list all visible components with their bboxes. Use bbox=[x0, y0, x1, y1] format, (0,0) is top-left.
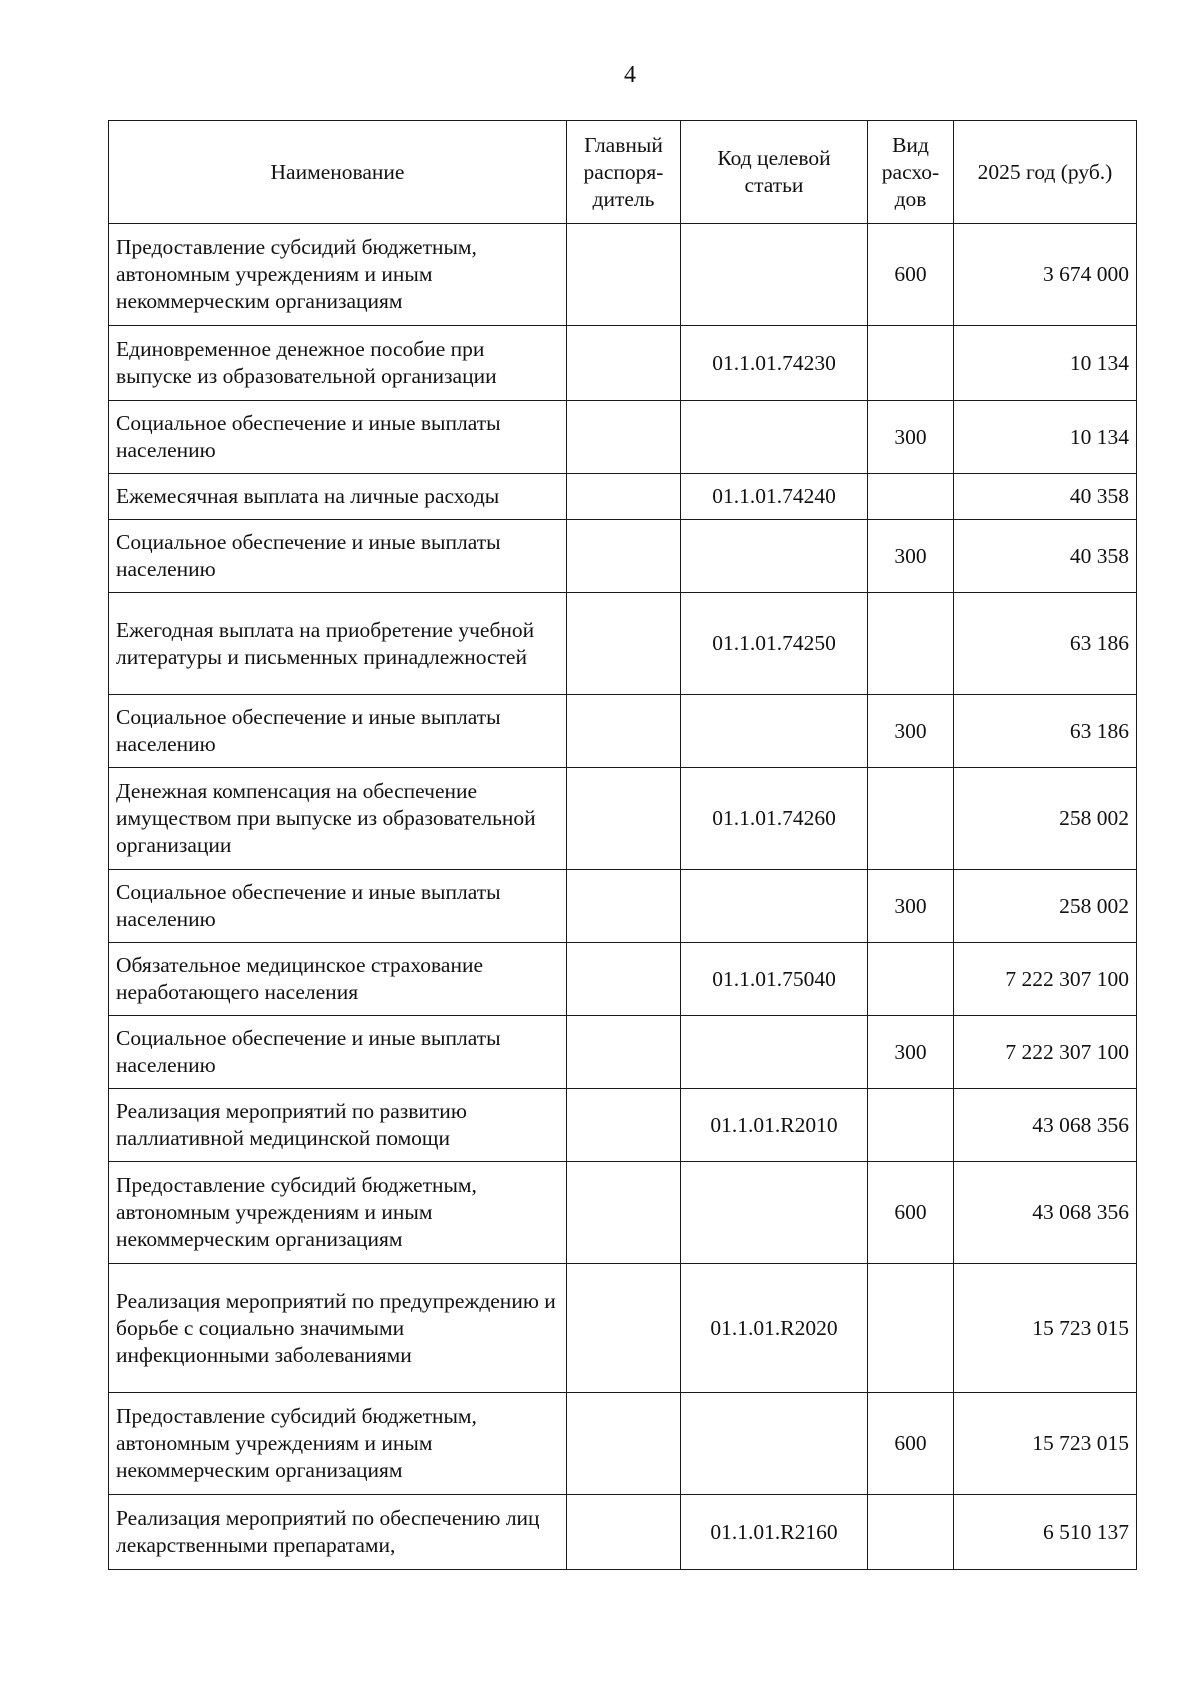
table-row bbox=[109, 520, 1137, 593]
row-amount: 258 002 bbox=[954, 768, 1137, 870]
table-row bbox=[109, 695, 1137, 768]
row-type bbox=[868, 768, 954, 870]
header-type: Вид расхо-дов bbox=[868, 121, 954, 224]
row-code bbox=[681, 1016, 868, 1089]
table-row bbox=[109, 1016, 1137, 1089]
row-manager bbox=[567, 1089, 681, 1162]
row-code bbox=[681, 224, 868, 326]
header-code: Код целевой статьи bbox=[681, 121, 868, 224]
row-code bbox=[681, 520, 868, 593]
row-manager bbox=[567, 1264, 681, 1393]
table-row bbox=[109, 224, 1137, 326]
table-row bbox=[109, 1162, 1137, 1264]
row-name: Реализация мероприятий по развитию паллиативной медицинской помощи bbox=[109, 1089, 567, 1162]
row-type bbox=[868, 1264, 954, 1393]
table-row bbox=[109, 943, 1137, 1016]
row-name: Реализация мероприятий по обеспечению лиц лекарственными препаратами, bbox=[109, 1495, 567, 1570]
row-manager bbox=[567, 326, 681, 401]
table-row bbox=[109, 870, 1137, 943]
row-type bbox=[868, 943, 954, 1016]
row-name: Ежемесячная выплата на личные расходы bbox=[109, 474, 567, 520]
row-name: Денежная компенсация на обеспечение имуществом при выпуске из образовательной организации bbox=[109, 768, 567, 870]
row-type: 300 bbox=[868, 401, 954, 474]
row-amount: 258 002 bbox=[954, 870, 1137, 943]
row-amount: 15 723 015 bbox=[954, 1264, 1137, 1393]
table-row bbox=[109, 1495, 1137, 1570]
page-number: 4 bbox=[624, 62, 636, 88]
row-name: Обязательное медицинское страхование неработающего населения bbox=[109, 943, 567, 1016]
row-name: Реализация мероприятий по предупреждению и борьбе с социально значимыми инфекционными заболеваниями bbox=[109, 1264, 567, 1393]
row-amount: 63 186 bbox=[954, 593, 1137, 695]
header-row bbox=[109, 121, 1137, 224]
row-name: Предоставление субсидий бюджетным, автономным учреждениям и иным некоммерческим организациям bbox=[109, 1162, 567, 1264]
row-manager bbox=[567, 768, 681, 870]
row-type: 600 bbox=[868, 224, 954, 326]
row-code: 01.1.01.74240 bbox=[681, 474, 868, 520]
row-type: 300 bbox=[868, 870, 954, 943]
row-type bbox=[868, 326, 954, 401]
row-name: Предоставление субсидий бюджетным, автономным учреждениям и иным некоммерческим организациям bbox=[109, 224, 567, 326]
row-code bbox=[681, 401, 868, 474]
row-amount: 10 134 bbox=[954, 401, 1137, 474]
row-name: Социальное обеспечение и иные выплаты населению bbox=[109, 401, 567, 474]
row-amount: 43 068 356 bbox=[954, 1162, 1137, 1264]
row-type: 300 bbox=[868, 1016, 954, 1089]
row-manager bbox=[567, 1495, 681, 1570]
row-manager bbox=[567, 401, 681, 474]
row-code: 01.1.01.R2020 bbox=[681, 1264, 868, 1393]
row-name: Предоставление субсидий бюджетным, автономным учреждениям и иным некоммерческим организациям bbox=[109, 1393, 567, 1495]
table-row bbox=[109, 326, 1137, 401]
header-manager: Главный распоря-дитель bbox=[567, 121, 681, 224]
row-amount: 40 358 bbox=[954, 520, 1137, 593]
row-code bbox=[681, 695, 868, 768]
row-code bbox=[681, 1162, 868, 1264]
row-code: 01.1.01.75040 bbox=[681, 943, 868, 1016]
row-manager bbox=[567, 520, 681, 593]
table-row bbox=[109, 1089, 1137, 1162]
table-row bbox=[109, 401, 1137, 474]
row-amount: 6 510 137 bbox=[954, 1495, 1137, 1570]
row-manager bbox=[567, 943, 681, 1016]
row-manager bbox=[567, 224, 681, 326]
row-amount: 15 723 015 bbox=[954, 1393, 1137, 1495]
row-type: 300 bbox=[868, 520, 954, 593]
row-type bbox=[868, 1089, 954, 1162]
row-manager bbox=[567, 1162, 681, 1264]
row-name: Единовременное денежное пособие при выпуске из образовательной организации bbox=[109, 326, 567, 401]
row-name: Ежегодная выплата на приобретение учебной литературы и письменных принадлежностей bbox=[109, 593, 567, 695]
row-amount: 7 222 307 100 bbox=[954, 943, 1137, 1016]
row-type: 600 bbox=[868, 1393, 954, 1495]
row-code: 01.1.01.R2160 bbox=[681, 1495, 868, 1570]
row-amount: 63 186 bbox=[954, 695, 1137, 768]
row-code: 01.1.01.74260 bbox=[681, 768, 868, 870]
row-amount: 40 358 bbox=[954, 474, 1137, 520]
row-name: Социальное обеспечение и иные выплаты населению bbox=[109, 520, 567, 593]
row-code bbox=[681, 870, 868, 943]
budget-table bbox=[108, 120, 1137, 1570]
table-row bbox=[109, 1264, 1137, 1393]
table-row bbox=[109, 593, 1137, 695]
row-type: 600 bbox=[868, 1162, 954, 1264]
row-code: 01.1.01.74250 bbox=[681, 593, 868, 695]
row-amount: 10 134 bbox=[954, 326, 1137, 401]
row-type bbox=[868, 1495, 954, 1570]
table-row bbox=[109, 474, 1137, 520]
row-type: 300 bbox=[868, 695, 954, 768]
row-name: Социальное обеспечение и иные выплаты населению bbox=[109, 870, 567, 943]
row-name: Социальное обеспечение и иные выплаты населению bbox=[109, 695, 567, 768]
row-type bbox=[868, 474, 954, 520]
row-manager bbox=[567, 1393, 681, 1495]
row-manager bbox=[567, 1016, 681, 1089]
row-amount: 3 674 000 bbox=[954, 224, 1137, 326]
row-code: 01.1.01.R2010 bbox=[681, 1089, 868, 1162]
row-type bbox=[868, 593, 954, 695]
row-manager bbox=[567, 593, 681, 695]
row-code bbox=[681, 1393, 868, 1495]
row-manager bbox=[567, 870, 681, 943]
row-name: Социальное обеспечение и иные выплаты населению bbox=[109, 1016, 567, 1089]
header-year: 2025 год (руб.) bbox=[954, 121, 1137, 224]
row-code: 01.1.01.74230 bbox=[681, 326, 868, 401]
row-manager bbox=[567, 695, 681, 768]
table-row bbox=[109, 768, 1137, 870]
row-amount: 7 222 307 100 bbox=[954, 1016, 1137, 1089]
table-row bbox=[109, 1393, 1137, 1495]
row-manager bbox=[567, 474, 681, 520]
header-name: Наименование bbox=[109, 121, 567, 224]
row-amount: 43 068 356 bbox=[954, 1089, 1137, 1162]
